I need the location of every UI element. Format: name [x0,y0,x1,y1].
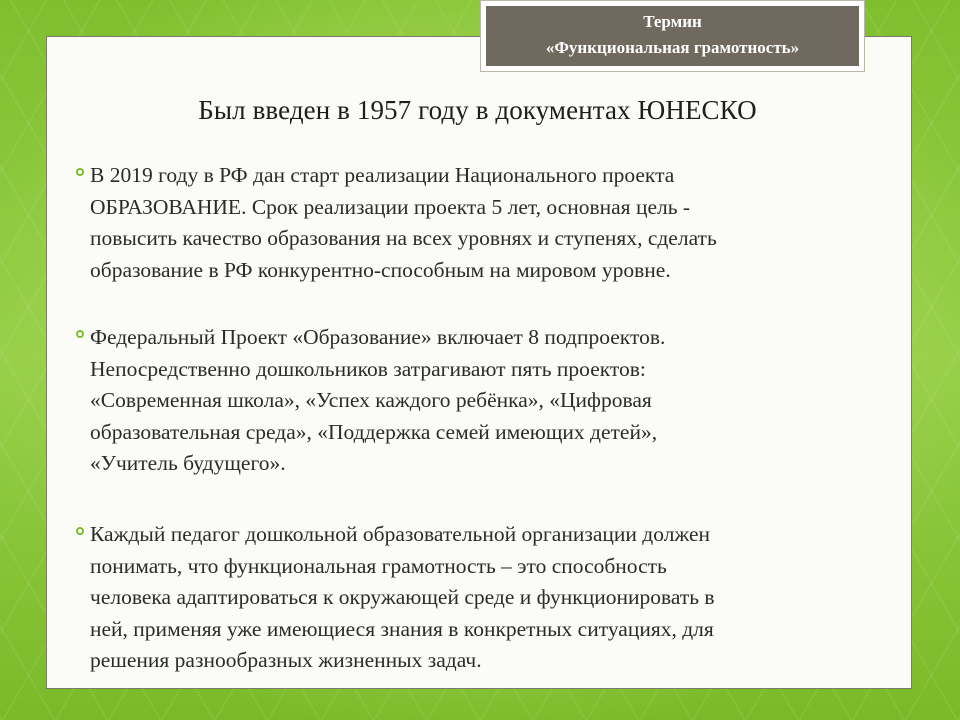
title-tag-line-1: Термин [643,12,702,31]
bullet-text: В 2019 году в РФ дан старт реализации Национального проекта ОБРАЗОВАНИЕ. Срок реализации проекта 5 лет, основная цель - повысить качество образования на всех уровнях и ступенях, сделать образование в РФ конкурентно-способным на мировом уровне. [90,163,717,282]
bullet-item-2 [78,322,878,480]
bullet-text: Каждый педагог дошкольной образовательной организации должен понимать, что функциональная грамотность – это способность человека адаптироваться к окружающей среде и функционировать в ней, применяя уже имеющиеся знания в конкретных ситуациях, для решения разнообразных жизненных задач. [90,522,715,672]
bullet-item-3 [78,519,878,677]
title-tag-line-2: «Функциональная грамотность» [545,38,800,57]
slide-subtitle: Был введен в 1957 году в документах ЮНЕСКО [198,95,757,125]
bullet-text: Федеральный Проект «Образование» включает 8 подпроектов. Непосредственно дошкольников затрагивают пять проектов: «Современная школа», «Успех каждого ребёнка», «Цифровая образовательная среда», «Поддержка семей имеющих детей», «Учитель будущего». [90,325,666,475]
bullet-circle-icon [76,330,84,338]
bullet-circle-icon [76,168,84,176]
bullet-circle-icon [76,527,84,535]
title-tag-frame [480,0,865,72]
bullet-item-1 [78,160,878,286]
title-tag [486,6,859,66]
